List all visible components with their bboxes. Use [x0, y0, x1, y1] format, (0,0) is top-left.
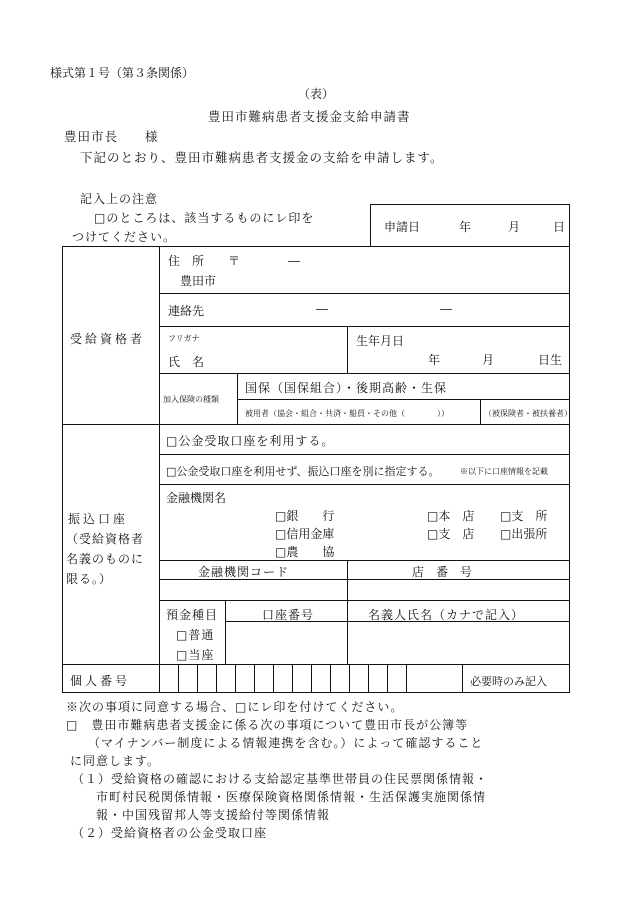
contact-label: 連絡先 — [168, 304, 205, 318]
date-year: 年 — [459, 220, 472, 234]
col-line — [480, 399, 481, 424]
digit-line — [330, 664, 331, 693]
side-label: （表） — [298, 87, 335, 101]
col-line — [347, 326, 348, 373]
account-number-label: 口座番号 — [262, 608, 315, 622]
recipient-section-label: 受給資格者 — [70, 332, 146, 346]
institution-code-label: 金融機関コード — [198, 565, 290, 579]
row-line — [159, 600, 570, 601]
birth-year: 年 — [428, 353, 441, 367]
digit-line — [387, 664, 388, 693]
row-line — [159, 560, 570, 561]
store-number-label: 店 番 号 — [412, 565, 473, 579]
account-section-label-1: 振込口座 — [68, 512, 129, 526]
contact-dash-2: ― — [440, 302, 452, 316]
insurance-label: 加入保険の種類 — [163, 395, 219, 404]
digit-line — [349, 664, 350, 693]
consent-item-2: （２）受給資格者の公金受取口座 — [72, 826, 268, 840]
consent-item-1-line-1: （１）受給資格の確認における支給認定基準世帯員の住民票関係情報・ — [72, 772, 489, 786]
account-holder-label: 名義人氏名（カナで記入） — [368, 608, 525, 622]
form-number: 様式第１号（第３条関係） — [50, 66, 195, 80]
noukyo-checkbox[interactable]: □農 協 — [275, 545, 335, 559]
section-divider-mynumber — [62, 664, 570, 665]
shinkin-checkbox[interactable]: □信用金庫 — [275, 527, 335, 541]
col-line — [462, 664, 463, 693]
contact-dash-1: ― — [316, 302, 328, 316]
head-office-checkbox[interactable]: □本 店 — [427, 509, 475, 523]
account-section-label-3: 名義のものに — [66, 552, 145, 566]
addressee: 豊田市長 様 — [64, 129, 159, 144]
digit-line — [216, 664, 217, 693]
address-label: 住 所 〒 ― — [168, 254, 301, 268]
label-column-divider — [159, 246, 160, 693]
application-date-label: 申請日 — [384, 220, 421, 234]
digit-line — [197, 664, 198, 693]
col-line — [225, 600, 226, 664]
row-line — [225, 621, 570, 622]
branch-office-checkbox[interactable]: □支 店 — [427, 527, 475, 541]
name-label: 氏 名 — [168, 355, 205, 369]
account-section-label-4: 限る。） — [66, 572, 113, 586]
branch-checkbox[interactable]: □支 所 — [500, 509, 548, 523]
birth-month: 月 — [482, 353, 495, 367]
furigana-label: フリガナ — [168, 334, 200, 343]
section-divider-account — [62, 424, 570, 425]
insurance-line-1: 国保（国保組合）・後期高齢・生保 — [245, 381, 448, 395]
digit-line — [178, 664, 179, 693]
option-separate-account[interactable]: □公金受取口座を利用せず、振込口座を別に指定する。 — [166, 465, 440, 478]
insurance-line-2: 被用者（協会・組合・共済・船員・その他（ ）） — [245, 409, 449, 418]
bank-checkbox[interactable]: □銀 行 — [275, 509, 335, 523]
row-line — [159, 484, 570, 485]
date-day: 日 — [553, 220, 566, 234]
insurance-note: （被保険者・被扶養者） — [484, 409, 572, 418]
sub-office-checkbox[interactable]: □出張所 — [500, 527, 548, 541]
consent-line-3: に同意します。 — [70, 754, 161, 768]
row-line — [159, 454, 570, 455]
row-line — [159, 579, 570, 580]
row-line — [159, 373, 570, 374]
digit-line — [292, 664, 293, 693]
address-city: 豊田市 — [180, 274, 217, 288]
digit-line — [273, 664, 274, 693]
notes-line-2: つけてください。 — [72, 230, 177, 244]
digit-line — [235, 664, 236, 693]
row-line — [237, 399, 570, 400]
deposit-type-label: 預金種目 — [166, 608, 219, 622]
digit-line — [311, 664, 312, 693]
row-line — [159, 326, 570, 327]
institution-label: 金融機関名 — [166, 491, 227, 505]
digit-line — [406, 664, 407, 693]
page-title: 豊田市難病患者支援金支給申請書 — [208, 109, 411, 124]
consent-line-2: （マイナンバー制度による情報連携を含む。）によって確認すること — [88, 736, 484, 750]
my-number-note: 必要時のみ記入 — [470, 675, 547, 688]
option-public-account[interactable]: □公金受取口座を利用する。 — [166, 434, 335, 448]
consent-lead: ※次の事項に同意する場合、□にレ印を付けてください。 — [66, 700, 404, 714]
date-month: 月 — [508, 220, 521, 234]
consent-checkbox[interactable]: □ 豊田市難病患者支援金に係る次の事項について豊田市長が公簿等 — [66, 718, 469, 732]
notes-heading: 記入上の注意 — [80, 192, 159, 206]
my-number-label: 個人番号 — [70, 674, 131, 688]
birth-label: 生年月日 — [356, 334, 405, 348]
option-separate-note: ※以下に口座情報を記載 — [460, 467, 548, 476]
consent-item-1-line-3: 報・中国残留邦人等支援給付等関係情報 — [96, 808, 331, 822]
col-line — [347, 600, 348, 664]
row-line — [159, 293, 570, 294]
account-section-label-2: （受給資格者 — [66, 532, 145, 546]
col-line — [347, 560, 348, 600]
notes-line-1: □のところは、該当するものにレ印を — [94, 211, 315, 225]
digit-line — [254, 664, 255, 693]
touza-checkbox[interactable]: □当座 — [176, 648, 215, 662]
futsu-checkbox[interactable]: □普通 — [176, 628, 215, 642]
digit-line — [368, 664, 369, 693]
intro-text: 下記のとおり、豊田市難病患者支援金の支給を申請します。 — [80, 150, 444, 165]
birth-day: 日生 — [538, 353, 563, 367]
consent-item-1-line-2: 市町村民税関係情報・医療保険資格関係情報・生活保護実施関係情 — [96, 790, 487, 804]
